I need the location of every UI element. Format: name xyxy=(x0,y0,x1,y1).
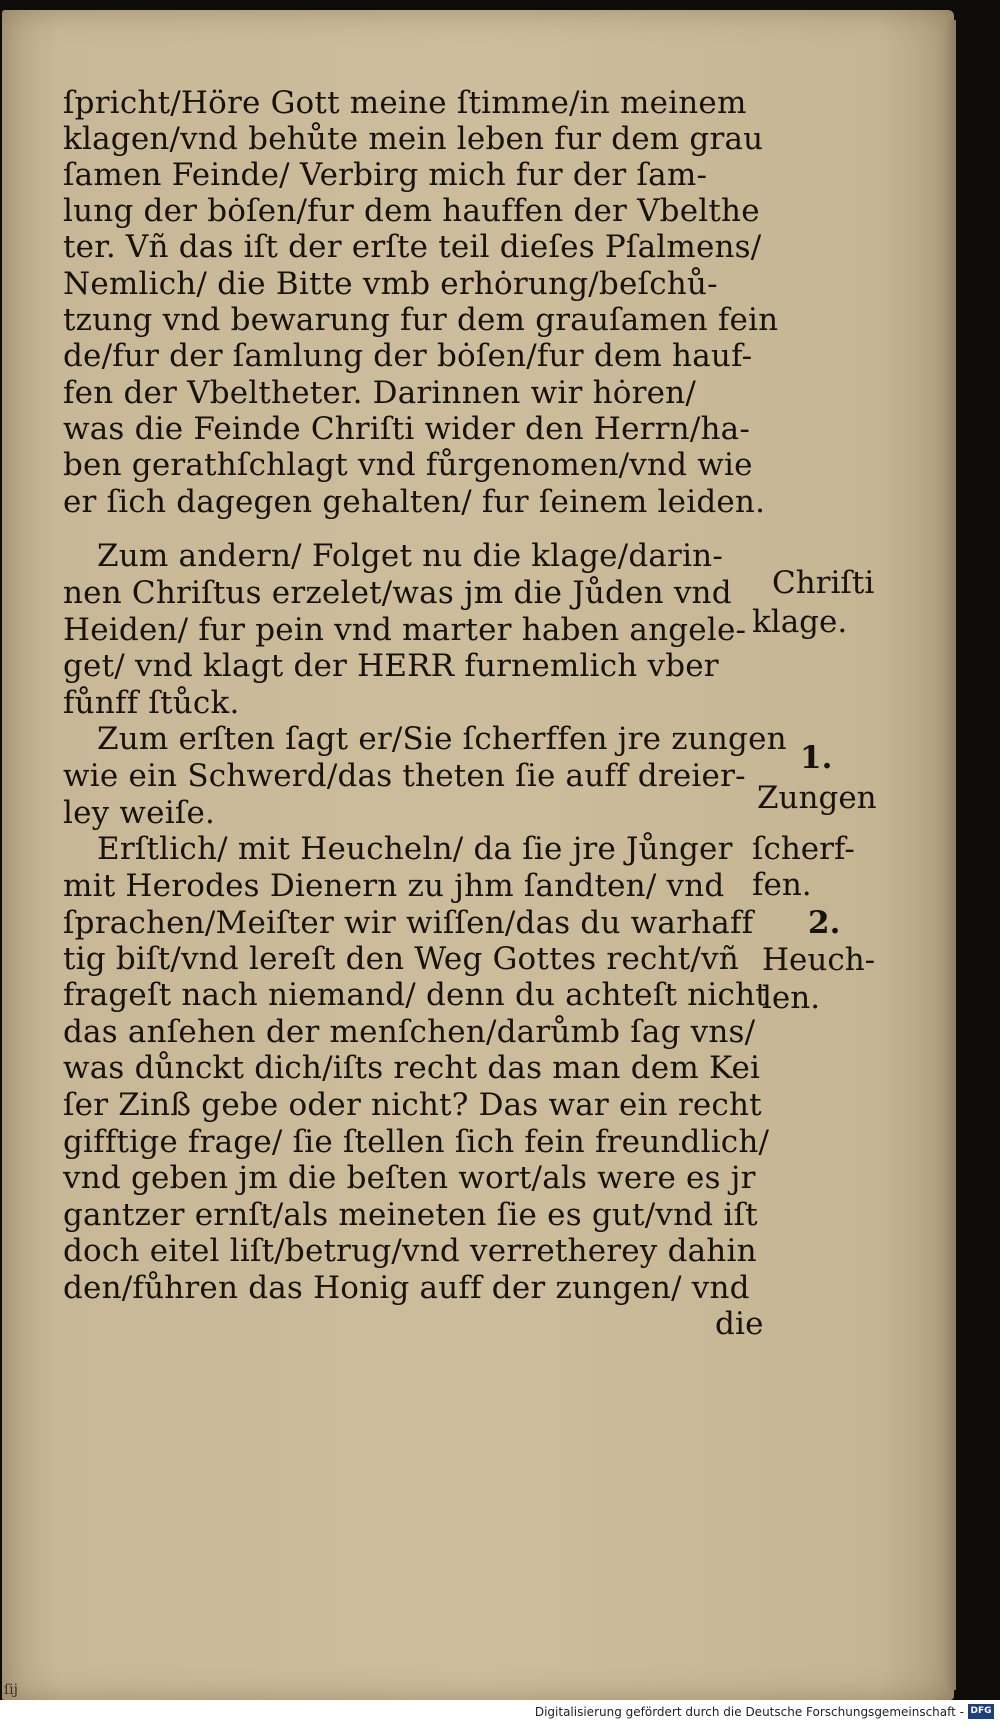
text-line: doch eitel liſt/betrug/vnd verretherey dahin xyxy=(63,1233,757,1269)
margin-number: 2. xyxy=(808,905,841,941)
catchword: die xyxy=(715,1306,764,1342)
text-line: nen Chriſtus erzelet/was jm die Jůden vnd xyxy=(63,575,732,611)
text-line: ſamen Feinde/ Verbirg mich fur der ſam- xyxy=(63,157,708,193)
text-line: was důnckt dich/iſts recht das man dem Kei xyxy=(63,1050,761,1086)
margin-note: Heuch- xyxy=(762,942,876,978)
margin-note: fen. xyxy=(752,867,812,903)
text-line: lung der bȯſen/fur dem hauffen der Vbelthe xyxy=(63,193,760,229)
text-line: fen der Vbeltheter. Darinnen wir hȯren/ xyxy=(63,375,696,411)
text-line: gantzer ernſt/als meineten ſie es gut/vnd iſt xyxy=(63,1197,758,1233)
text-line: ſpricht/Höre Gott meine ſtimme/in meinem xyxy=(63,85,747,121)
margin-note: Chriſti xyxy=(772,565,875,601)
text-line: den/fůhren das Honig auff der zungen/ vnd xyxy=(63,1270,750,1306)
text-line: Heiden/ fur pein vnd marter haben angele- xyxy=(63,612,747,648)
text-line: Nemlich/ die Bitte vmb erhȯrung/beſchů- xyxy=(63,266,718,302)
text-line: de/fur der ſamlung der bȯſen/fur dem hauf- xyxy=(63,338,753,374)
signature-mark: ſij xyxy=(4,1682,18,1698)
text-line: das anſehen der menſchen/darůmb ſag vns/ xyxy=(63,1014,756,1050)
text-line: ſer Zinß gebe oder nicht? Das war ein recht xyxy=(63,1087,762,1123)
margin-note: len. xyxy=(762,980,821,1016)
margin-note: klage. xyxy=(752,604,848,640)
text-line: was die Feinde Chriſti wider den Herrn/ha- xyxy=(63,411,751,447)
text-line: Zum andern/ Folget nu die klage/darin- xyxy=(97,538,724,574)
text-line: vnd geben jm die beſten wort/als were es jr xyxy=(63,1160,756,1196)
text-line: frageſt nach niemand/ denn du achteſt nicht xyxy=(63,977,768,1013)
margin-number: 1. xyxy=(800,740,833,776)
text-line: wie ein Schwerd/das theten ſie auff dreier- xyxy=(63,758,746,794)
text-line: fůnff ſtůck. xyxy=(63,685,240,721)
page-edge xyxy=(944,20,956,1690)
text-line: tzung vnd bewarung fur dem grauſamen fein xyxy=(63,302,779,338)
footer-credit: Digitalisierung gefördert durch die Deutsche Forschungsgemeinschaft - xyxy=(534,1705,964,1719)
text-line: ley weiſe. xyxy=(63,795,216,831)
margin-note: ſcherf- xyxy=(752,831,855,867)
text-line: klagen/vnd behůte mein leben fur dem grau xyxy=(63,121,764,157)
text-line: gifftige frage/ ſie ſtellen ſich fein freundlich/ xyxy=(63,1124,770,1160)
text-line: get/ vnd klagt der HERR furnemlich vber xyxy=(63,648,719,684)
text-line: Zum erſten ſagt er/Sie ſcherffen jre zungen xyxy=(97,721,787,757)
text-line: tig biſt/vnd lereſt den Weg Gottes recht/vñ xyxy=(63,941,739,977)
text-line: ben gerathſchlagt vnd fůrgenomen/vnd wie xyxy=(63,447,753,483)
margin-note: Zungen xyxy=(757,780,877,816)
text-line: ſprachen/Meiſter wir wiſſen/das du warhaff xyxy=(63,905,754,941)
text-line: mit Herodes Dienern zu jhm ſandten/ vnd xyxy=(63,868,725,904)
dfg-logo-icon: DFG xyxy=(968,1704,994,1719)
text-line: er ſich dagegen gehalten/ fur ſeinem leiden. xyxy=(63,484,766,520)
text-line: ter. Vñ das iſt der erſte teil dieſes Pſalmens/ xyxy=(63,229,762,265)
text-line: Erſtlich/ mit Heucheln/ da ſie jre Jůnger xyxy=(97,831,733,867)
